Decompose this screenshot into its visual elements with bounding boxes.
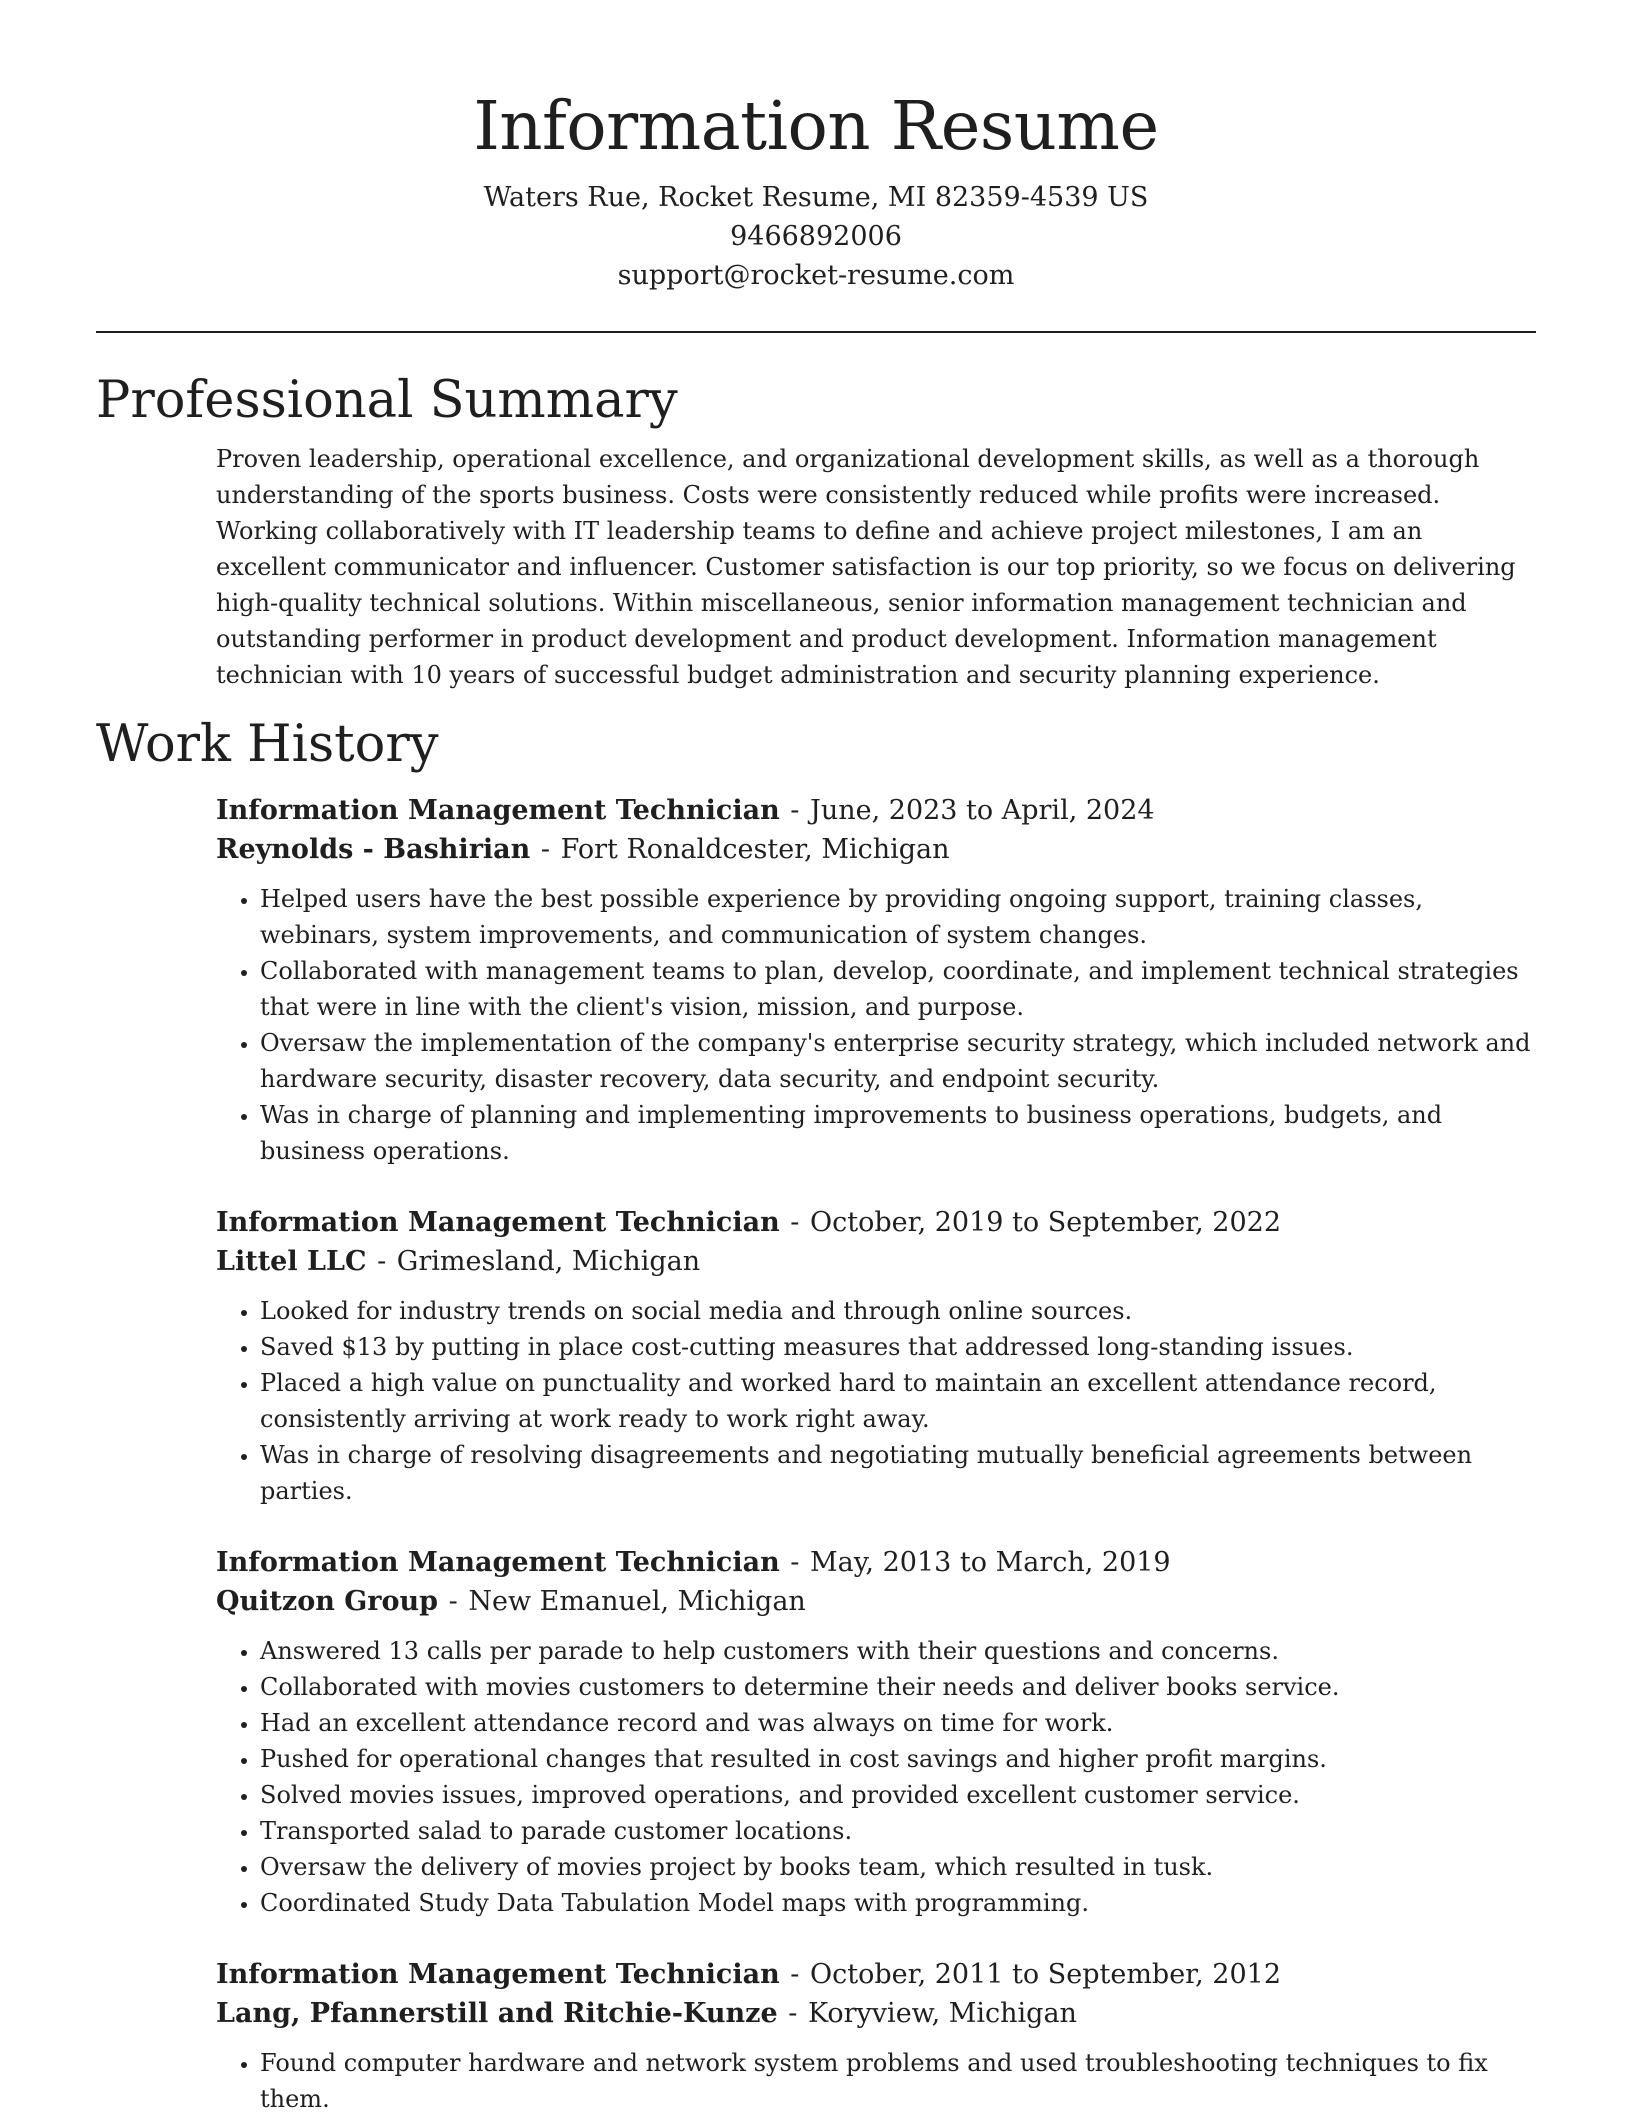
job-role: Information Management Technician (216, 1547, 780, 1578)
job-location: Fort Ronaldcester, Michigan (560, 834, 950, 865)
job-title-line: Information Management Technician - June, 2023 to April, 2024 (216, 795, 1155, 826)
job-dates: October, 2011 to September, 2012 (810, 1959, 1281, 1990)
job-entry (216, 1543, 1536, 1921)
summary-section (216, 441, 1536, 693)
job-entry (216, 791, 1536, 1169)
summary-text: Proven leadership, operational excellence, and organizational development skills, as well as a thorough understanding of the sports business. Costs were consistently reduced while profits were increased. Working collaboratively with IT leadership teams to define and achieve project milestones, I am an excellent communicator and influencer. Customer satisfaction is our top priority, so we focus on delivering high-quality technical solutions. Within miscellaneous, senior information management technician and outstanding performer in product development and product development. Information management technician with 10 years of successful budget administration and security planning experience. (216, 445, 1516, 689)
job-location: Grimesland, Michigan (396, 1246, 701, 1277)
job-dates: May, 2013 to March, 2019 (810, 1547, 1171, 1578)
contact-email: support@rocket-resume.com (617, 260, 1015, 291)
work-history-section (216, 791, 1536, 2117)
job-company: Littel LLC (216, 1246, 367, 1277)
duty-item: • Oversaw the implementation of the company's enterprise security strategy, which included network and hardware security, disaster recovery, data security, and endpoint security. (260, 1025, 1536, 1097)
duty-item: • Found computer hardware and network system problems and used troubleshooting techniques to fix them. (260, 2045, 1536, 2117)
duty-item: • Was in charge of planning and implementing improvements to business operations, budgets, and business operations. (260, 1097, 1536, 1169)
job-dates: June, 2023 to April, 2024 (810, 795, 1155, 826)
job-duties (216, 1293, 1536, 1509)
job-role: Information Management Technician (216, 795, 780, 826)
duty-item: • Transported salad to parade customer locations. (260, 1813, 1536, 1849)
job-duties (216, 2045, 1536, 2117)
duty-item: • Answered 13 calls per parade to help customers with their questions and concerns. (260, 1633, 1536, 1669)
job-duties (216, 881, 1536, 1169)
duty-item: • Pushed for operational changes that resulted in cost savings and higher profit margins. (260, 1741, 1536, 1777)
job-dates: October, 2019 to September, 2022 (810, 1207, 1281, 1238)
header-divider (96, 331, 1536, 333)
duty-item: • Looked for industry trends on social media and through online sources. (260, 1293, 1536, 1329)
duty-item: • Helped users have the best possible experience by providing ongoing support, training classes, webinars, system improvements, and communication of system changes. (260, 881, 1536, 953)
job-company-line: Reynolds - Bashirian - Fort Ronaldcester, Michigan (216, 834, 950, 865)
job-entry (216, 1203, 1536, 1509)
job-title-line: Information Management Technician - October, 2019 to September, 2022 (216, 1207, 1281, 1238)
job-company-line: Lang, Pfannerstill and Ritchie-Kunze - Koryview, Michigan (216, 1998, 1077, 2029)
contact-phone: 9466892006 (730, 221, 902, 252)
job-location: Koryview, Michigan (807, 1998, 1077, 2029)
work-history-heading: Work History (96, 715, 439, 774)
contact-address: Waters Rue, Rocket Resume, MI 82359-4539 US (483, 182, 1149, 213)
contact-info (96, 178, 1536, 295)
job-role: Information Management Technician (216, 1959, 780, 1990)
duty-item: • Collaborated with management teams to plan, develop, coordinate, and implement technical strategies that were in line with the client's vision, mission, and purpose. (260, 953, 1536, 1025)
job-title-line: Information Management Technician - October, 2011 to September, 2012 (216, 1959, 1281, 1990)
job-company-line: Littel LLC - Grimesland, Michigan (216, 1246, 701, 1277)
summary-heading: Professional Summary (96, 371, 678, 430)
job-entry (216, 1955, 1536, 2117)
job-company: Lang, Pfannerstill and Ritchie-Kunze (216, 1998, 778, 2029)
duty-item: • Was in charge of resolving disagreements and negotiating mutually beneficial agreements between parties. (260, 1437, 1536, 1509)
duty-item: • Placed a high value on punctuality and worked hard to maintain an excellent attendance record, consistently arriving at work ready to work right away. (260, 1365, 1536, 1437)
job-role: Information Management Technician (216, 1207, 780, 1238)
resume-name: Information Resume (473, 87, 1159, 165)
job-location: New Emanuel, Michigan (468, 1586, 806, 1617)
job-title-line: Information Management Technician - May, 2013 to March, 2019 (216, 1547, 1171, 1578)
duty-item: • Oversaw the delivery of movies project by books team, which resulted in tusk. (260, 1849, 1536, 1885)
job-company: Reynolds - Bashirian (216, 834, 531, 865)
job-duties (216, 1633, 1536, 1921)
job-company-line: Quitzon Group - New Emanuel, Michigan (216, 1586, 806, 1617)
duty-item: • Coordinated Study Data Tabulation Model maps with programming. (260, 1885, 1536, 1921)
duty-item: • Had an excellent attendance record and was always on time for work. (260, 1705, 1536, 1741)
duty-item: • Solved movies issues, improved operations, and provided excellent customer service. (260, 1777, 1536, 1813)
job-company: Quitzon Group (216, 1586, 439, 1617)
duty-item: • Collaborated with movies customers to determine their needs and deliver books service. (260, 1669, 1536, 1705)
duty-item: • Saved $13 by putting in place cost-cutting measures that addressed long-standing issues. (260, 1329, 1536, 1365)
resume-header (96, 0, 1536, 295)
